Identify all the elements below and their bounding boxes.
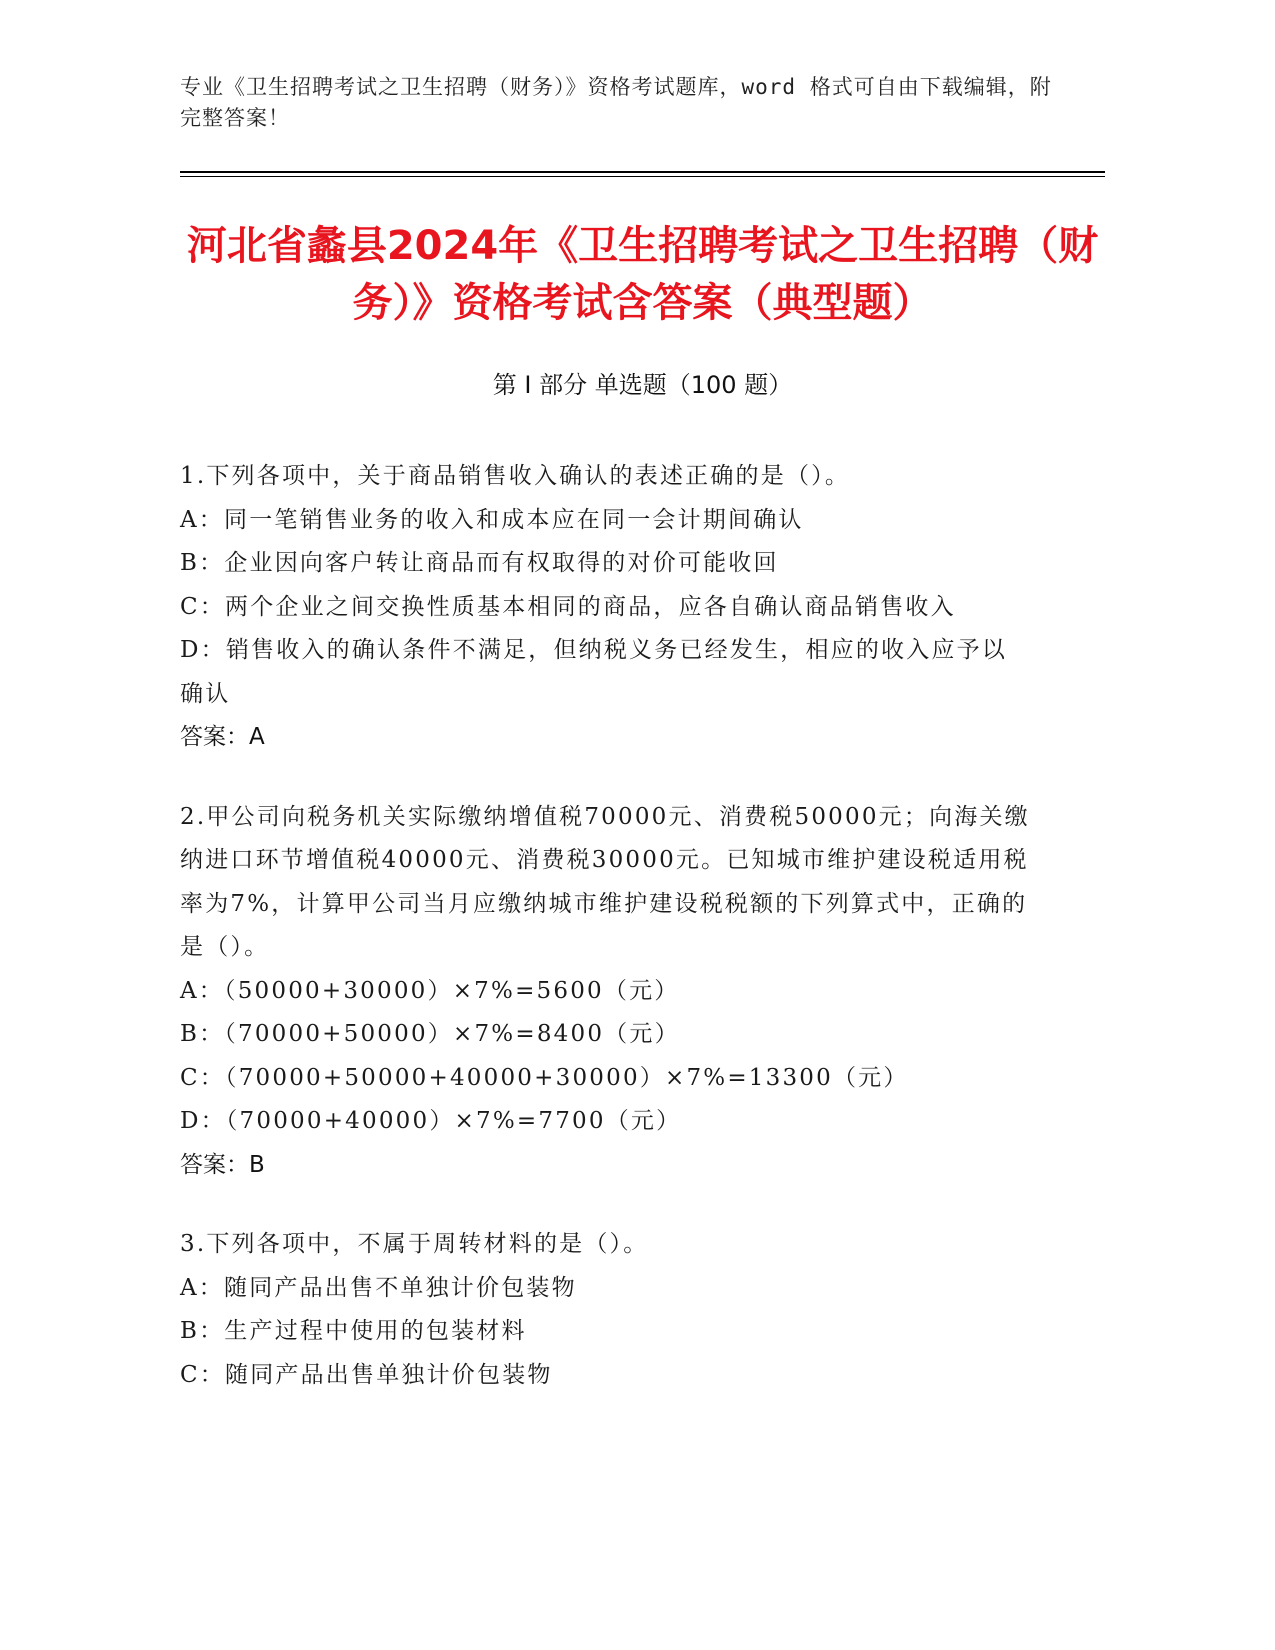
question-3 — [180, 1223, 1030, 1397]
question-1 — [180, 455, 1030, 760]
option-c: C：随同产品出售单独计价包装物 — [180, 1361, 553, 1388]
document-title: 河北省蠡县2024年《卫生招聘考试之卫生招聘（财务）》资格考试含答案（典型题） — [186, 223, 1099, 326]
question-stem: 3.下列各项中，不属于周转材料的是（）。 — [180, 1231, 649, 1257]
option-d: D：销售收入的确认条件不满足，但纳税义务已经发生，相应的收入应予以确认 — [180, 637, 1008, 707]
question-2 — [180, 796, 1030, 1188]
option-a: A：随同产品出售不单独计价包装物 — [180, 1274, 577, 1301]
answer-line: 答案：B — [180, 1151, 265, 1178]
header-note: 专业《卫生招聘考试之卫生招聘（财务）》资格考试题库，word 格式可自由下载编辑，附完整答案！ — [180, 75, 1052, 130]
section-heading: 第 I 部分 单选题（100 题） — [492, 371, 793, 399]
option-b: B：生产过程中使用的包装材料 — [180, 1318, 527, 1344]
option-a: A：（50000+30000）×7%=5600（元） — [180, 977, 680, 1004]
answer-line: 答案：A — [180, 724, 265, 750]
option-c: C：两个企业之间交换性质基本相同的商品，应各自确认商品销售收入 — [180, 593, 956, 620]
option-a: A：同一笔销售业务的收入和成本应在同一会计期间确认 — [180, 506, 804, 533]
option-d: D：（70000+40000）×7%=7700（元） — [180, 1108, 682, 1134]
option-c: C：（70000+50000+40000+30000）×7%=13300（元） — [180, 1064, 909, 1091]
option-b: B：企业因向客户转让商品而有权取得的对价可能收回 — [180, 550, 779, 576]
question-stem: 1.下列各项中，关于商品销售收入确认的表述正确的是（）。 — [180, 463, 851, 489]
question-stem: 2.甲公司向税务机关实际缴纳增值税70000元、消费税50000元；向海关缴纳进口环节增值税40000元、消费税30000元。已知城市维护建设税适用税率为7%，计算甲公司当月应缴纳城市维护建设税税额的下列算式中，正确的是（）。 — [180, 803, 1030, 960]
header-divider-thin — [180, 176, 1105, 177]
option-b: B：（70000+50000）×7%=8400（元） — [180, 1021, 680, 1047]
header-divider-thick — [180, 171, 1105, 173]
question-list — [180, 455, 1030, 1433]
